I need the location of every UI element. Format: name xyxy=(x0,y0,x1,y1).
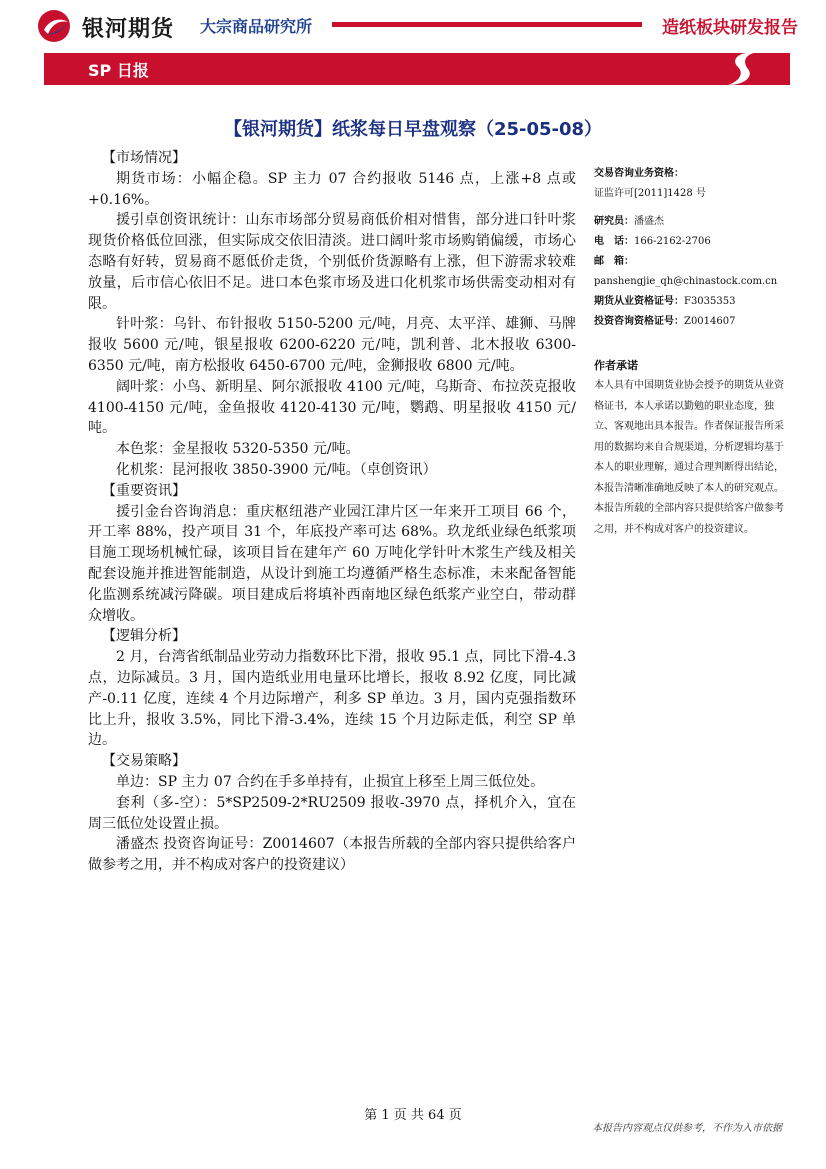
institute-name: 大宗商品研究所 xyxy=(200,17,313,36)
logo-text: 银河期货 xyxy=(82,17,175,42)
invest-cert-label: 投资咨询资格证号： xyxy=(594,316,684,327)
email-value[interactable]: panshengjie_qh@chinastock.com.cn xyxy=(594,276,778,287)
futures-cert-row xyxy=(594,292,790,312)
researcher-row xyxy=(594,212,790,232)
commitment-title: 作者承诺 xyxy=(594,359,638,372)
email-label: 邮 箱： xyxy=(594,256,634,267)
paragraph-single-side: 单边：SP 主力 07 合约在手多单持有，止损宜上移至上周三低位处。 xyxy=(116,773,545,790)
paragraph-zhuochuang: 援引卓创资讯统计：山东市场部分贸易商低价相对惜售，部分进口针叶浆现货价格低位回涨，但实际成交依旧清淡。进口阔叶浆市场购销偏缓，市场心态略有好转，贸易商不愿低价走货，个别低价货源略有上涨，但下游需求较难放量，后市信心依旧不足。进口本色浆市场及进口化机浆市场供需变动相对有限。 xyxy=(88,212,576,312)
section-heading-news: 【重要资讯】 xyxy=(102,482,186,499)
invest-cert-value: Z0014607 xyxy=(684,316,736,327)
paragraph-unbleached: 本色浆：金星报收 5320-5350 元/吨。 xyxy=(116,441,360,458)
s-swoosh-icon xyxy=(710,49,774,89)
phone-row xyxy=(594,232,790,252)
report-title: 【银河期货】纸浆每日早盘观察（25-05-08） xyxy=(223,119,603,140)
header xyxy=(0,0,826,50)
section-heading-strategy: 【交易策略】 xyxy=(102,753,186,770)
futures-cert-label: 期货从业资格证号： xyxy=(594,296,684,307)
qual-label: 交易咨询业务资格： xyxy=(594,168,684,179)
banner-label: SP 日报 xyxy=(88,61,149,80)
report-banner xyxy=(44,53,790,85)
section-heading-market: 【市场情况】 xyxy=(102,150,186,166)
main-content xyxy=(88,148,576,876)
paragraph-arbitrage: 套利（多-空）：5*SP2509-2*RU2509 报收-3970 点，择机介入，宜在周三低位处设置止损。 xyxy=(88,794,576,832)
commitment-text: 本人具有中国期货业协会授予的期货从业资格证书，本人承诺以勤勉的职业态度，独立、客观地出具本报告。作者保证报告所采用的数据均来自合规渠道，分析逻辑均基于本人的职业理解，通过合理判断得出结论，本报告清晰准确地反映了本人的研究观点。本报告所载的全部内容只提供给客户做参考之用，并不构成对客户的投资建议。 xyxy=(594,380,784,535)
qual-value: 证监许可[2011]1428 号 xyxy=(594,188,706,199)
phone-label: 电 话： xyxy=(594,236,634,247)
section-heading-logic: 【逻辑分析】 xyxy=(102,628,186,645)
paragraph-news: 援引金台咨询消息：重庆枢纽港产业园江津片区一年来开工项目 66 个，开工率 88%，投产项目 31 个，年底投产率可达 68%。玖龙纸业绿色纸浆项目施工现场机械忙碌，该项目旨在建年产 60 万吨化学针叶木浆生产线及相关配套设施并推进智能制造，从设计到施工均遵循严格生态标准，未来配备智能化监测系统减污降碳。项目建成后将填补西南地区绿色纸浆产业空白，带动群众增收。 xyxy=(88,503,576,624)
report-type: 造纸板块研发报告 xyxy=(662,18,798,38)
researcher-label: 研究员： xyxy=(594,216,634,227)
paragraph-bctmp: 化机浆：昆河报收 3850-3900 元/吨。（卓创资讯） xyxy=(116,461,437,478)
page-number: 第 1 页 共 64 页 xyxy=(364,1108,462,1123)
phone-value: 166-2162-2706 xyxy=(634,236,711,247)
paragraph-author: 潘盛杰 投资咨询证号：Z0014607（本报告所载的全部内容只提供给客户做参考之用，并不构成对客户的投资建议） xyxy=(88,836,576,874)
galaxy-logo-icon xyxy=(36,8,76,44)
paragraph-futures: 期货市场：小幅企稳。SP 主力 07 合约报收 5146 点，上涨+8 点或+0.16%。 xyxy=(88,170,576,208)
futures-cert-value: F3035353 xyxy=(684,296,736,307)
disclaimer-note: 本报告内容观点仅供参考，不作为入市依据 xyxy=(592,1123,782,1134)
paragraph-logic: 2 月，台湾省纸制品业劳动力指数环比下滑，报收 95.1 点，同比下滑-4.3 点，边际减员。3 月，国内造纸业用电量环比增长，报收 8.92 亿度，同比减产-0.11 亿度，连续 4 个月边际增产，利多 SP 单边。3 月，国内克强指数环比上升，报收 3.5%，同比下滑-3.4%，连续 15 个月边际走低，利空 SP 单边。 xyxy=(88,649,576,749)
paragraph-softwood: 针叶浆：乌针、布针报收 5150-5200 元/吨，月亮、太平洋、雄狮、马牌报收 5600 元/吨，银星报收 6200-6220 元/吨，凯利普、北木报收 6300-6350 元/吨，南方松报收 6450-6700 元/吨，金狮报收 6800 元/吨。 xyxy=(88,316,576,374)
invest-cert-row xyxy=(594,312,790,332)
sidebar xyxy=(594,164,790,540)
header-divider xyxy=(332,22,642,27)
researcher-value: 潘盛杰 xyxy=(634,216,664,227)
paragraph-hardwood: 阔叶浆：小鸟、新明星、阿尔派报收 4100 元/吨，乌斯奇、布拉茨克报收 4100-4150 元/吨，金鱼报收 4120-4130 元/吨，鹦鹉、明星报收 4150 元/吨。 xyxy=(88,378,576,437)
